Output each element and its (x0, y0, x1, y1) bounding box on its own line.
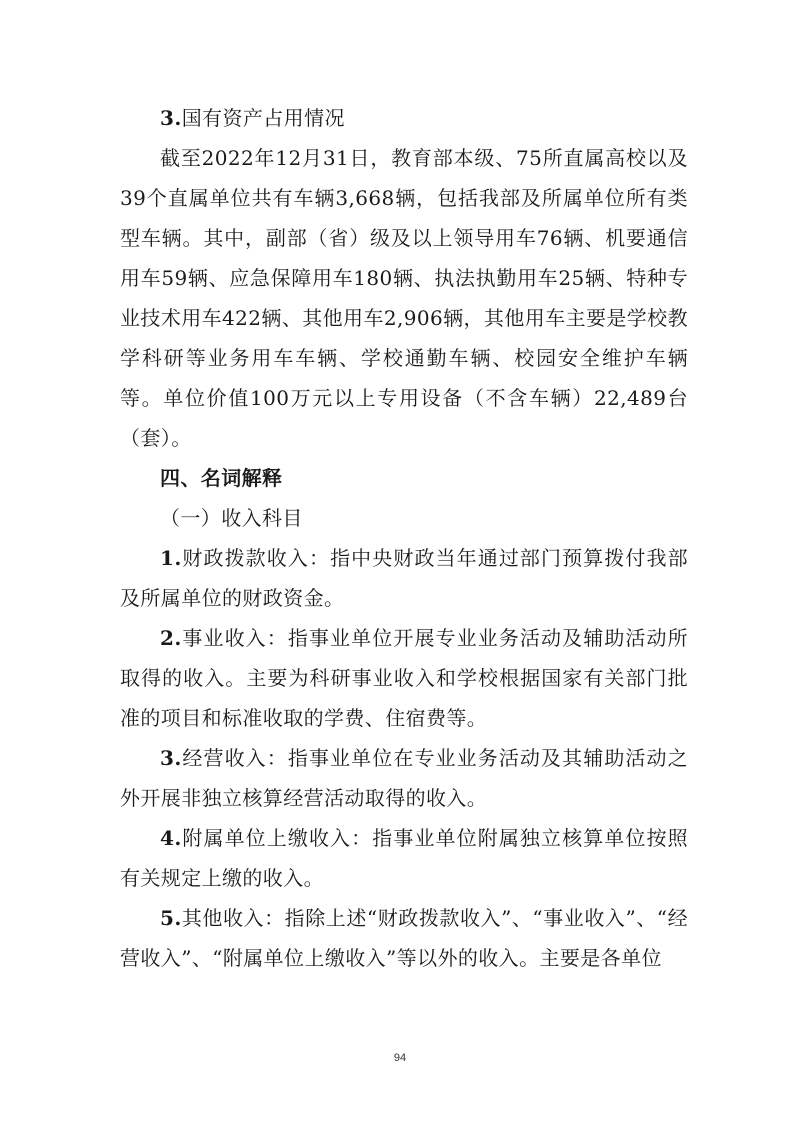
part-heading: 四、名词解释 (160, 466, 283, 490)
page-number: 94 (393, 1052, 407, 1064)
section-title-text: 国有资产占用情况 (181, 106, 345, 130)
definition-term: 其他收入： (181, 906, 285, 930)
definition-number: 1. (160, 546, 182, 570)
definition-item (120, 738, 688, 818)
section-title (120, 98, 688, 138)
definition-term: 财政拨款收入： (181, 546, 331, 570)
definition-text: 指事业单位附属独立核算单位按照有关规定上缴的收入。 (120, 826, 688, 890)
definition-term: 附属单位上缴收入： (181, 826, 373, 850)
definition-term: 事业收入： (181, 626, 288, 650)
definition-number: 4. (160, 826, 182, 850)
definition-item (120, 538, 688, 618)
definition-text: 指事业单位在专业业务活动及其辅助活动之外开展非独立核算经营活动取得的收入。 (120, 746, 689, 810)
definition-text: 指中央财政当年通过部门预算拨付我部及所属单位的财政资金。 (120, 546, 688, 610)
page-content (120, 98, 688, 978)
definition-text: 指事业单位开展专业业务活动及辅助活动所取得的收入。主要为科研事业收入和学校根据国家有关部门批准的项目和标准收取的学费、住宿费等。 (120, 626, 689, 730)
section-number: 3. (160, 106, 182, 130)
definition-item (120, 818, 688, 898)
definition-text: 指除上述“财政拨款收入”、“事业收入”、“经营收入”、“附属单位上缴收入”等以外的收入。主要是各单位 (120, 906, 688, 970)
definition-number: 2. (160, 626, 182, 650)
definition-item (120, 898, 688, 978)
definition-number: 5. (160, 906, 182, 930)
subsection-heading: （一）收入科目 (160, 506, 303, 530)
definition-number: 3. (160, 746, 182, 770)
section-body-paragraph: 截至2022年12月31日，教育部本级、75所直属高校以及39个直属单位共有车辆3,668辆，包括我部及所属单位所有类型车辆。其中，副部（省）级及以上领导用车76辆、机要通信用车59辆、应急保障用车180辆、执法执勤用车25辆、特种专业技术用车422辆、其他用车2,906辆，其他用车主要是学校教学科研等业务用车车辆、学校通勤车辆、校园安全维护车辆等。单位价值100万元以上专用设备（不含车辆）22,489台（套）。 (120, 146, 688, 450)
definition-item (120, 618, 688, 738)
definition-term: 经营收入： (181, 746, 288, 770)
